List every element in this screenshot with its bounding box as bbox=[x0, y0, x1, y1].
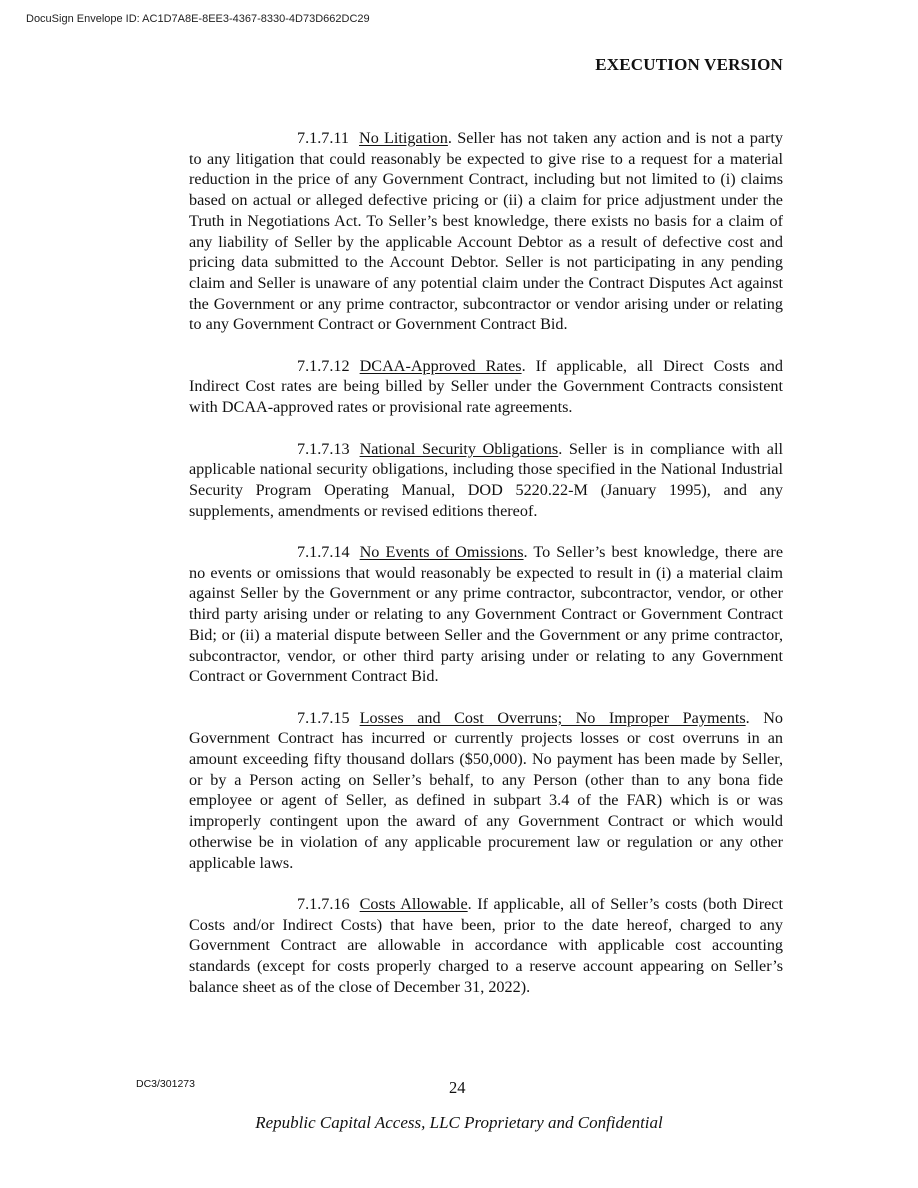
section-text: . If applicable, all Direct Costs and Indirect Cost rates are being billed by Seller under the Government Contracts consistent with DCAA-approved rates or provisional rate agreements. bbox=[189, 356, 783, 417]
docusign-envelope-id: DocuSign Envelope ID: AC1D7A8E-8EE3-4367-8330-4D73D662DC29 bbox=[26, 13, 370, 25]
section-7-1-7-13 bbox=[189, 439, 783, 522]
section-7-1-7-11 bbox=[189, 128, 783, 335]
confidentiality-notice: Republic Capital Access, LLC Proprietary and Confidential bbox=[255, 1113, 663, 1132]
section-number: 7.1.7.13 bbox=[297, 439, 350, 458]
section-heading: Losses and Cost Overruns; No Improper Payments bbox=[359, 708, 746, 727]
section-number: 7.1.7.16 bbox=[297, 894, 350, 913]
page-number: 24 bbox=[449, 1078, 466, 1097]
section-heading: DCAA-Approved Rates bbox=[359, 356, 522, 375]
section-heading: Costs Allowable bbox=[359, 894, 468, 913]
section-number: 7.1.7.14 bbox=[297, 543, 350, 562]
section-text: . No Government Contract has incurred or currently projects losses or cost overruns in an amount exceeding fifty thousand dollars ($50,000). No payment has been made by Seller, or by a Person acting on Seller’s behalf, to any Person (other than to any bona fide employee or agent of Seller, as defined in subpart 3.4 of the FAR) which is or was improperly contingent upon the award of any Government Contract or which would otherwise be in violation of any applicable procurement law or regulation or any other applicable laws. bbox=[189, 708, 783, 872]
section-heading: No Litigation bbox=[359, 129, 448, 147]
section-7-1-7-14 bbox=[189, 542, 783, 687]
document-body bbox=[189, 128, 783, 1018]
section-heading: No Events of Omissions bbox=[359, 543, 524, 562]
section-7-1-7-15 bbox=[189, 708, 783, 874]
footer-document-id: DC3/301273 bbox=[136, 1078, 195, 1090]
section-7-1-7-12 bbox=[189, 356, 783, 418]
section-text: . If applicable, all of Seller’s costs (both Direct Costs and/or Indirect Costs) that have been, prior to the date hereof, charged to any Government Contract are allowable in accordance with applicable cost accounting standards (except for costs properly charged to a reserve account appearing on Seller’s balance sheet as of the close of December 31, 2022). bbox=[189, 894, 783, 996]
section-text: . Seller is in compliance with all applicable national security obligations, including those specified in the National Industrial Security Program Operating Manual, DOD 5220.22-M (January 1995), and any supplements, amendments or revised editions thereof. bbox=[189, 439, 783, 520]
section-number: 7.1.7.11 bbox=[297, 129, 350, 147]
execution-version-label: EXECUTION VERSION bbox=[595, 55, 783, 74]
section-number: 7.1.7.15 bbox=[297, 708, 350, 727]
section-text: . Seller has not taken any action and is not a party to any litigation that could reasonably be expected to give rise to a request for a material reduction in the price of any Government Contract, including but not limited to (i) claims based on actual or alleged defective pricing or (ii) a claim for price adjustment under the Truth in Negotiations Act. To Seller’s best knowledge, there exists no basis for a claim of any liability of Seller by the applicable Account Debtor as a result of defective cost and pricing data submitted to the Account Debtor. Seller is not participating in any pending claim and Seller is unaware of any potential claim under the Contract Disputes Act against the Government or any prime contractor, subcontractor or vendor arising under or relating to any Government Contract or Government Contract Bid. bbox=[189, 129, 783, 334]
section-number: 7.1.7.12 bbox=[297, 356, 350, 375]
section-7-1-7-16 bbox=[189, 894, 783, 998]
section-heading: National Security Obligations bbox=[359, 439, 559, 458]
section-text: . To Seller’s best knowledge, there are no events or omissions that would reasonably be expected to result in (i) a material claim against Seller by the Government or any prime contractor, subcontractor, vendor, or other third party arising under or relating to any Government Contract or Government Contract Bid; or (ii) a material dispute between Seller and the Government or any prime contractor, subcontractor, vendor, or other third party arising under or relating to any Government Contract or Government Contract Bid. bbox=[189, 543, 783, 686]
